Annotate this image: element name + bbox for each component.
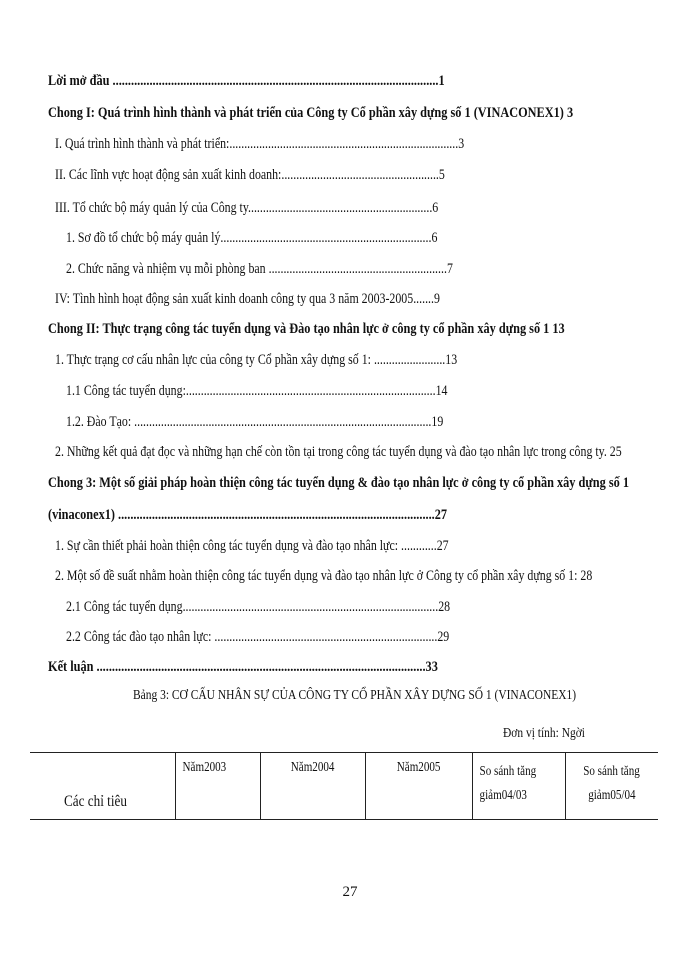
toc-entry: IV: Tình hình hoạt động sản xuất kinh doanh công ty qua 3 năm 2003-2005.......9 [55, 291, 440, 307]
toc-entry: 2.2 Công tác đào tạo nhân lực: ...........................................................................29 [66, 629, 450, 645]
toc-chapter: Chong I: Quá trình hình thành và phát triển của Công ty Cổ phần xây dựng số 1 (VINACONEX1) 3 [48, 105, 574, 121]
header-cell: Năm2004 [260, 753, 365, 820]
toc-chapter: Chong II: Thực trạng công tác tuyển dụng và Đào tạo nhân lực ở công ty cổ phần xây dựng số 1 13 [48, 321, 565, 337]
toc-entry: 2.1 Công tác tuyển dụng......................................................................................28 [66, 599, 451, 615]
table-caption: Bảng 3: CƠ CẤU NHÂN SỰ CỦA CÔNG TY CỔ PHẦN XÂY DỰNG SỐ 1 (VINACONEX1) [133, 688, 577, 703]
header-cell: So sánh tăng giảm05/04 [565, 753, 658, 820]
toc-entry: I. Quá trình hình thành và phát triển:.............................................................................3 [55, 136, 465, 152]
toc-entry: 1. Sơ đồ tổ chức bộ máy quản lý.......................................................................6 [66, 230, 438, 246]
staff-structure-table [30, 752, 658, 820]
toc-entry: Lời mở đầu ..........................................................................................................1 [48, 73, 445, 89]
toc-entry: III. Tổ chức bộ máy quản lý của Công ty..............................................................6 [55, 200, 439, 216]
table-header-row [30, 753, 658, 820]
toc-entry: 2. Một số đề suất nhằm hoàn thiện công tác tuyển dụng và đào tạo nhân lực ở Công ty cổ phần xây dựng số 1: 28 [55, 568, 593, 584]
toc-entry: 1. Thực trạng cơ cấu nhân lực của công ty Cổ phần xây dựng số 1: ........................13 [55, 352, 458, 368]
toc-entry: 1. Sự cần thiết phải hoàn thiện công tác tuyển dụng và đào tạo nhân lực: ............27 [55, 538, 449, 554]
toc-entry: Kết luận ...........................................................................................................33 [48, 659, 438, 675]
page-number: 27 [342, 884, 358, 900]
header-cell: Năm2003 [175, 753, 260, 820]
toc-chapter: Chong 3: Một số giải pháp hoàn thiện công tác tuyển dụng & đào tạo nhân lực ở công ty cổ phần xây dựng số 1 [48, 475, 629, 491]
toc-entry: (vinaconex1) .......................................................................................................27 [48, 507, 448, 523]
toc-entry: 1.2. Đào Tạo: ....................................................................................................19 [66, 414, 444, 430]
toc-entry: II. Các lĩnh vực hoạt động sản xuất kinh doanh:.....................................................5 [55, 167, 445, 183]
unit-label: Đơn vị tính: Ngời [503, 726, 585, 741]
toc-entry: 1.1 Công tác tuyển dụng:....................................................................................14 [66, 383, 448, 399]
header-cell: So sánh tăng giảm04/03 [472, 753, 565, 820]
header-cell: Năm2005 [365, 753, 472, 820]
toc-entry: 2. Những kết quả đạt đọc và những hạn chế còn tồn tại trong công tác tuyển dụng và đào tạo nhân lực trong công ty. 25 [55, 444, 622, 460]
toc-entry: 2. Chức năng và nhiệm vụ mỗi phòng ban ............................................................7 [66, 261, 453, 277]
header-cell: Các chỉ tiêu [30, 753, 175, 820]
